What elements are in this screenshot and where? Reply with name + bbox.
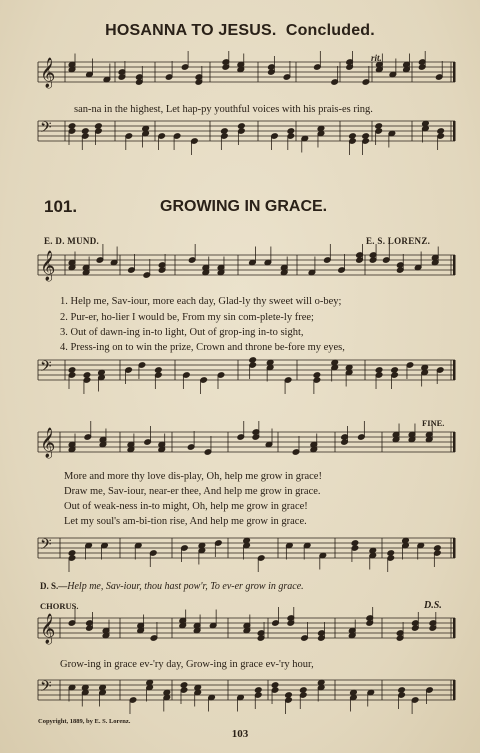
refrain-2-line: Draw me, Sav-iour, near-er thee, And help me grow in grace. bbox=[64, 486, 321, 497]
note-head bbox=[362, 133, 370, 140]
note-head bbox=[351, 540, 359, 547]
composer-credit: E. S. LORENZ. bbox=[366, 236, 431, 246]
page-number: 103 bbox=[231, 728, 249, 740]
bass-clef-icon: 𝄢 bbox=[40, 358, 52, 379]
note-head bbox=[95, 123, 103, 130]
note-head bbox=[387, 550, 395, 557]
note-head bbox=[313, 372, 321, 379]
final-bar bbox=[453, 618, 456, 638]
title-main: HOSANNA TO JESUS. bbox=[105, 22, 277, 39]
note-head bbox=[434, 545, 442, 552]
refrain-1-line: More and more thy love dis-play, Oh, help me grow in grace! bbox=[64, 471, 322, 482]
fine-marking: FINE. bbox=[422, 418, 445, 428]
note-head bbox=[375, 367, 383, 374]
chorus-label: CHORUS. bbox=[40, 601, 79, 611]
note-head bbox=[285, 692, 293, 699]
final-bar bbox=[453, 360, 456, 380]
note-head bbox=[221, 128, 229, 135]
note-head bbox=[238, 123, 246, 130]
lyricist-credit: E. D. MUND. bbox=[44, 236, 100, 246]
verse-4-line: 4. Press-ing on to win the prize, Crown and throne be-fore my eyes, bbox=[60, 342, 345, 353]
verse-1-line: 1. Help me, Sav-iour, more each day, Glad-ly thy sweet will o-bey; bbox=[60, 296, 342, 307]
note-head bbox=[68, 123, 76, 130]
note-head bbox=[155, 367, 163, 374]
bass-clef-icon: 𝄢 bbox=[40, 119, 52, 140]
treble-clef-icon: 𝄞 bbox=[40, 614, 56, 644]
note-head bbox=[180, 682, 188, 689]
ds-marking: D.S. bbox=[424, 600, 442, 611]
treble-clef-icon: 𝄞 bbox=[40, 58, 56, 88]
note-head bbox=[398, 687, 406, 694]
note-head bbox=[299, 687, 307, 694]
refrain-3-line: Out of weak-ness in-to might, Oh, help me grow in grace! bbox=[64, 501, 308, 512]
note-head bbox=[249, 357, 257, 364]
note-head bbox=[391, 367, 399, 374]
note-head bbox=[68, 550, 76, 557]
ds-prefix: D. S.— bbox=[40, 581, 68, 591]
bass-clef-icon: 𝄢 bbox=[40, 678, 52, 699]
refrain-4-line: Let my soul's am-bi-tion rise, And help me grow in grace. bbox=[64, 516, 307, 527]
final-bar bbox=[453, 62, 456, 82]
note-head bbox=[81, 128, 89, 135]
treble-clef-icon: 𝄞 bbox=[40, 251, 56, 281]
hymn-number: 101. bbox=[44, 197, 78, 216]
note-head bbox=[68, 367, 76, 374]
ds-text: Help me, Sav-iour, thou hast pow'r, To ev-er grow in grace. bbox=[67, 581, 304, 592]
final-bar bbox=[453, 121, 456, 141]
final-bar bbox=[453, 538, 456, 558]
note-head bbox=[437, 128, 445, 135]
note-head bbox=[287, 128, 295, 135]
verse-3-line: 3. Out of dawn-ing in-to light, Out of grop-ing in-to sight, bbox=[60, 327, 304, 338]
note-head bbox=[271, 682, 279, 689]
note-head bbox=[83, 372, 91, 379]
bass-clef-icon: 𝄢 bbox=[40, 536, 52, 557]
chorus-lyric: Grow-ing in grace ev-'ry day, Grow-ing in grace ev-'ry hour, bbox=[60, 659, 314, 670]
final-bar bbox=[453, 680, 456, 700]
rit-marking: rit. bbox=[371, 53, 382, 63]
system1-lyric: san-na in the highest, Let hap-py youthful voices with his prais-es ring. bbox=[74, 104, 373, 115]
note-head bbox=[349, 133, 357, 140]
note-head bbox=[254, 687, 262, 694]
ds-line bbox=[40, 581, 304, 592]
note-head bbox=[375, 123, 383, 130]
copyright-notice: Copyright, 1889, by E. S. Lorenz. bbox=[38, 718, 131, 725]
treble-clef-icon: 𝄞 bbox=[40, 428, 56, 458]
hymn-title: GROWING IN GRACE. bbox=[160, 198, 328, 215]
verse-2-line: 2. Pur-er, ho-lier I would be, From my sin com-plete-ly free; bbox=[60, 312, 314, 323]
final-bar bbox=[453, 255, 456, 275]
final-bar bbox=[453, 432, 456, 452]
title-concluded: Concluded. bbox=[285, 22, 375, 39]
